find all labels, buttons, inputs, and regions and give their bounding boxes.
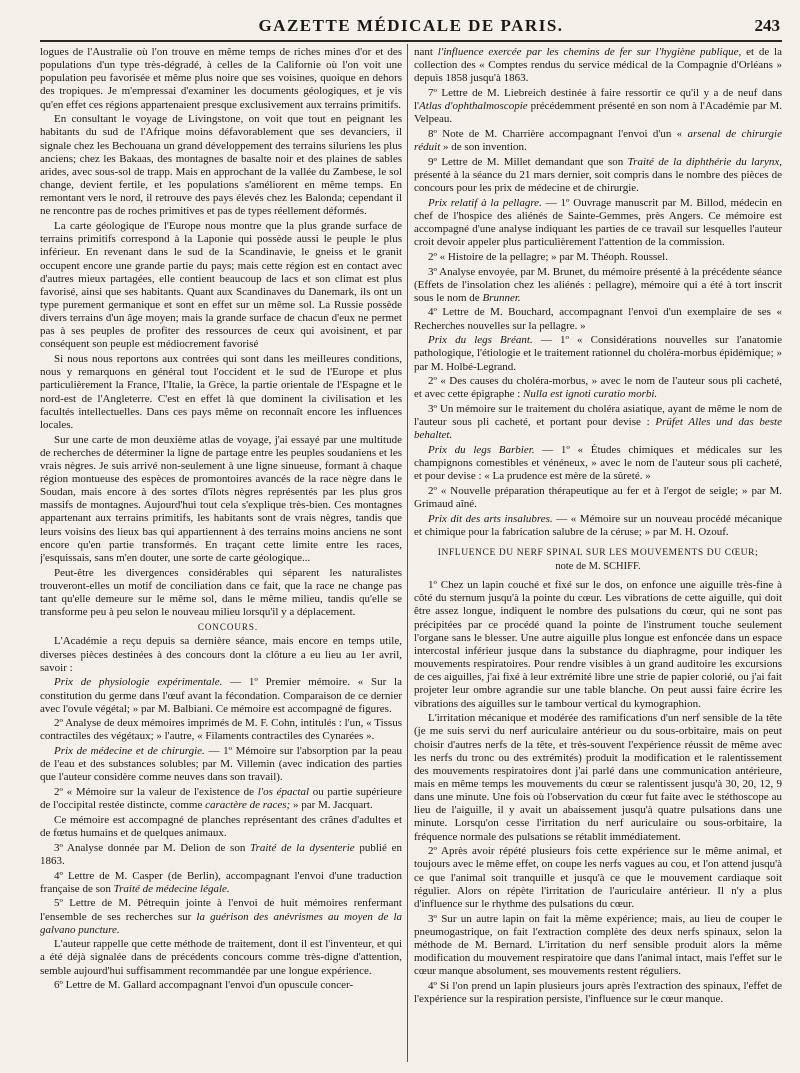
paragraph: 3º Sur un autre lapin on fait la même expérience; mais, au lieu de couper le pneumogastrique, on fait l'extraction complète des deux nerfs spinaux, selon la méthode de M. Bernard. L'irritation du nerf sensible produit alors la même modification du mouvement respiratoire que dans l'animal intact, mais l'effet sur le cœur manque absolument, ses mouvements restent réguliers. [414,912,782,978]
paragraph: 4º Lettre de M. Bouchard, accompagnant l'envoi d'un exemplaire de ses « Recherches nouvelles sur la pellagre. » [414,306,782,332]
prize-entry: Prix du legs Bréant. — 1º « Considérations nouvelles sur l'anatomie pathologique, l'étiologie et le traitement rationnel du choléra-morbus épidémique; » par M. Holbé-Legrand. [414,334,782,373]
paragraph: 2º Analyse de deux mémoires imprimés de M. F. Cohn, intitulés : l'un, « Tissus contractiles des végétaux; » l'autre, « Filaments contractiles des Cynarées ». [40,717,402,743]
prize-label: Prix de physiologie expérimentale. [54,676,223,689]
paragraph: 5º Lettre de M. Pétrequin jointe à l'envoi de huit mémoires renfermant l'ensemble de ses recherches sur la guérison des anévrismes au moyen de la galvano puncture. [40,897,402,936]
prize-label: Prix de médecine et de chirurgie. [54,745,205,758]
paragraph: En consultant le voyage de Livingstone, on voit que tout en peignant les habitants du sud de l'Afrique moins défavorablement que ses devanciers, il signale chez les Bechouana un grand développement des terrains siluriens les plus anciens; chez les Bakaas, des montagnes de basalte noir et des plaines de sables arides, avec sous-sol de trapp. Mais en approchant de la vallée du Zambese, le sol change, devient fertile, et les populations s'améliorent en même temps. En remontant vers le nord, il retrouve des pays élevés chez les Balonda; cependant il ne rencontre pas de roches primitives et pas de types réellement déformés. [40,113,402,218]
right-column [414,46,782,1061]
paragraph: 3º Analyse envoyée, par M. Brunet, du mémoire présenté à la précédente séance (Effets de l'insolation chez les aliénés : pellagre), mémoire qui a été à tort inscrit sous le nom de Brunner. [414,265,782,304]
paragraph: 2º « Des causes du choléra-morbus, » avec le nom de l'auteur sous pli cacheté, et avec cette épigraphe : Nulla est ignoti curatio morbi. [414,375,782,401]
paragraph: 3º Un mémoire sur le traitement du choléra asiatique, ayant de même le nom de l'auteur sous pli cacheté, et portant pour devise : Prüfet Alles und das beste behaltet. [414,403,782,442]
paragraph: 2º Après avoir répété plusieurs fois cette expérience sur le même animal, et toujours avec le même effet, on coupe les nerfs vagues au cou, et l'on attend jusqu'à ce que l'animal soit tranquille et jusqu'à ce que le mouvement cardiaque soit régulier. Alors on répète l'irritation de l'auriculaire antérieur. Il n'y a plus d'influence sur le rhythme des pulsations du cœur. [414,845,782,910]
paragraph: 8º Note de M. Charrière accompagnant l'envoi d'un « arsenal de chirurgie réduit » de son invention. [414,127,782,154]
journal-title: GAZETTE MÉDICALE DE PARIS. [258,16,564,35]
prize-entry: Prix relatif à la pellagre. — 1º Ouvrage manuscrit par M. Billod, médecin en chef de l'hospice des aliénés de Sainte-Gemmes, près Angers. Ce mémoire est accompagné d'une analyse indiquant les parties de ce travail sur lesquelles l'auteur croit devoir appeler plus particulièrement l'attention de la commission. [414,196,782,249]
paragraph: 2º « Histoire de la pellagre; » par M. Théoph. Roussel. [428,250,668,263]
prize-label: Prix relatif à la pellagre. [428,196,542,209]
section-heading-schiff [414,547,782,573]
prize-label: Prix dit des arts insalubres. [428,512,553,525]
prize-entry: Prix de médecine et de chirurgie. — 1º Mémoire sur l'absorption par la peau de l'eau et des substances solubles; par M. Villemin (avec indication des parties que l'auteur considère comme neuves dans son travail). [40,745,402,784]
paragraph: 1º Chez un lapin couché et fixé sur le dos, on enfonce une aiguille très-fine à côté du sternum jusqu'à la pointe du cœur. Les vibrations de cette aiguille, qui doit être assez longue, indiquent le nombre des pulsations du cœur, qui ne sont pas précipitées par ce procédé quand la pointe de l'instrument touche seulement l'organe sans le blesser. Une autre aiguille plus longue est enfoncée dans un espace intercostal inférieur jusque dans la substance du diaphragme, pour indiquer les mouvements respiratoires. Pour rendre visibles à un grand auditoire les excursions de ces aiguilles, j'ai fixé à leur extrémité libre une strie de papier colorié, ou j'ai fait projeter leur ombre agrandie sur une table blanche. On peut aussi faire écrire les vibrations des aiguilles sur le tambour vertical du kymographion. [414,579,782,710]
paragraph: L'irritation mécanique et modérée des ramifications d'un nerf sensible de la tête (je me suis servi du nerf auriculaire antérieur ou du sous-orbitaire, mais on peut choisir d'autres nerfs de la tête, et très-souvent l'expérience réussit de même avec les nerfs du tronc ou des extrémités) produit la modification et le ralentissement des mouvements respiratoires dont j'ai parlé dans une communication antérieure, mais en même temps les mouvements du cœur se ralentissent jusqu'à 30, 20, 12, 9 dans une minute. Une fois où l'observation du cœur fut faite avec le stéthoscope au lieu de l'aiguille, il y avait un abaissement jusqu'à quatre pulsations dans une minute. Lorsqu'on cesse l'irritation du nerf auriculaire ou sous-orbitaire, la fréquence normale des pulsations se rétablit immédiatement. [414,712,782,843]
paragraph: Sur une carte de mon deuxième atlas de voyage, j'ai essayé par une multitude de recherches de déterminer la ligne de partage entre les peuples soudaniens et les vrais nègres. Je suis arrivé non-seulement à une ligne sinueuse, formant à chaque région montueuse des espèces de promontoires avancés de la race nègre dans le Soudan, mais encore à des sortes d'îlots nègres représentés par les plus gros massifs de montagnes. Aujourd'hui tout cela s'explique très-bien. Ces montagnes appartenant aux terrains primitifs, les habitants sont de vrais nègres, tandis que leurs voisins des lieux bas qui appartiennent à des terrains moins anciens ne sont encore qu'en partie transformés. En traçant cette limite entre les races, j'esquissais, sans m'en douter, une sorte de carte géologique... [40,433,402,564]
paragraph: logues de l'Australie où l'on trouve en même temps de riches mines d'or et des populations d'un type très-dégradé, à celles de la Californie où l'on voit une population peu favorisée et même plus noire que ses voisines, quoique en dehors des tropiques. Je m'empressai d'examiner les documents géologiques, et je vis qu'en effet ces régions appartenaient presque exclusivement aux terrains primitifs. [40,46,402,111]
paragraph: 2º « Mémoire sur la valeur de l'existence de l'os épactal ou partie supérieure de l'occipital restée distincte, comme caractère de races; » par M. Jacquart. [40,786,402,812]
paragraph: Si nous nous reportons aux contrées qui sont dans les meilleures conditions, nous y remarquons en général tout l'occident et le sud de l'Europe et plus particulièrement la France, l'Italie, la Grèce, la partie orientale de l'Espagne et le nord-est de l'Angleterre. C'est en effet là que dominent la civilisation et les facultés intellectuelles. Dans ces pays même on reconnaît encore les influences locales. [40,353,402,431]
prize-entry: Prix de physiologie expérimentale. — 1º Premier mémoire. « Sur la constitution du germe dans l'œuf avant la fécondation. Comparaison de ce dernier avec l'ovule végétal; » par M. Balbiani. Ce mémoire est accompagné de figures. [40,676,402,715]
paragraph: L'auteur rappelle que cette méthode de traitement, dont il est l'inventeur, et qui a été déjà signalée dans de précédents concours comme très-digne d'attention, semble aujourd'hui suffisamment recommandée par une longue expérience. [40,938,402,977]
paragraph: L'Académie a reçu depuis sa dernière séance, mais encore en temps utile, diverses pièces destinées à des concours dont la clôture a eu lieu au 1er avril, savoir : [40,635,402,674]
paragraph: 4º Si l'on prend un lapin plusieurs jours après l'extraction des spinaux, l'effet de l'expérience sur la respiration persiste, l'influence sur le cœur manque. [414,979,782,1005]
paragraph: Peut-être les divergences considérables qui séparent les naturalistes trouveront-elles un motif de conciliation dans ce fait, que la race ne change pas tant qu'elle demeure sur le même sol, dans le même milieu, tandis qu'elle se transforme peu à peu selon le nouveau milieu lorsqu'il y a déplacement. [40,566,402,619]
prize-label: Prix du legs Bréant. [428,334,533,347]
section-title-concours: CONCOURS. [197,621,259,632]
page-number: 243 [754,16,780,35]
paragraph: 2º « Nouvelle préparation thérapeutique au fer et à l'ergot de seigle; » par M. Grimaud aîné. [414,485,782,511]
paragraph: La carte géologique de l'Europe nous montre que la plus grande surface de terrains primitifs correspond à la Laponie qui possède aussi le peuple le plus inférieur. En revenant dans le sud de la Scandinavie, le gneiss et le granit occupent encore une grande partie du pays; mais cette région est en contact avec d'autres mieux partagées, elle contient beaucoup de lacs et son climat est plus favorisé, ainsi que ses habitants. Quant aux Scandinaves du Danemark, ils ont un type purement germanique et sont en effet sur un même sol. La Russie possède divers terrains d'un âge moyen; mais la grande surface de chacun d'eux ne permet pas à ses peuples de profiter des ressources de ceux qui avoisinent, et par conséquent son peuple est médiocrement favorisé [40,220,402,351]
section-title: INFLUENCE DU NERF SPINAL SUR LES MOUVEMENTS DU CŒUR; [437,548,759,559]
paragraph: Ce mémoire est accompagné de planches représentant des crânes d'adultes et de fœtus humains et de quelques animaux. [40,813,402,840]
prize-label: Prix du legs Barbier. [428,444,535,457]
section-author: note de M. SCHIFF. [555,561,641,573]
paragraph: 7º Lettre de M. Liebreich destinée à faire ressortir ce qu'il y a de neuf dans l'Atlas d'ophthalmoscopie précédemment présenté en son nom à l'Académie par M. Velpeau. [414,86,782,126]
paragraph: 3º Analyse donnée par M. Delion de son Traité de la dysenterie publié en 1863. [40,841,402,867]
prize-entry: Prix dit des arts insalubres. — « Mémoire sur un nouveau procédé mécanique et chimique pour la fabrication salubre de la céruse; » par M. H. Ozouf. [414,512,782,538]
paragraph: 6º Lettre de M. Gallard accompagnant l'envoi d'un opuscule concer- [54,979,354,992]
column-divider [407,44,408,1062]
left-column [40,46,402,1061]
prize-entry: Prix du legs Barbier. — 1º « Études chimiques et médicales sur les champignons comestibles et vénéneux, » avec le nom de l'auteur sous pli cacheté, et pour devise : « La prudence est mère de la sûreté. » [414,444,782,483]
paragraph: 4º Lettre de M. Casper (de Berlin), accompagnant l'envoi d'une traduction française de son Traité de médecine légale. [40,869,402,895]
running-header [40,14,782,42]
paragraph: 9º Lettre de M. Millet demandant que son Traité de la diphthérie du larynx, présenté à la séance du 21 mars dernier, soit compris dans le nombre des pièces de concours pour les prix de médecine et de chirurgie. [414,155,782,195]
paragraph: nant l'influence exercée par les chemins de fer sur l'hygiène publique, et de la collection des « Comptes rendus du service médical de la Compagnie d'Orléans » depuis 1858 jusqu'à 1863. [414,46,782,85]
